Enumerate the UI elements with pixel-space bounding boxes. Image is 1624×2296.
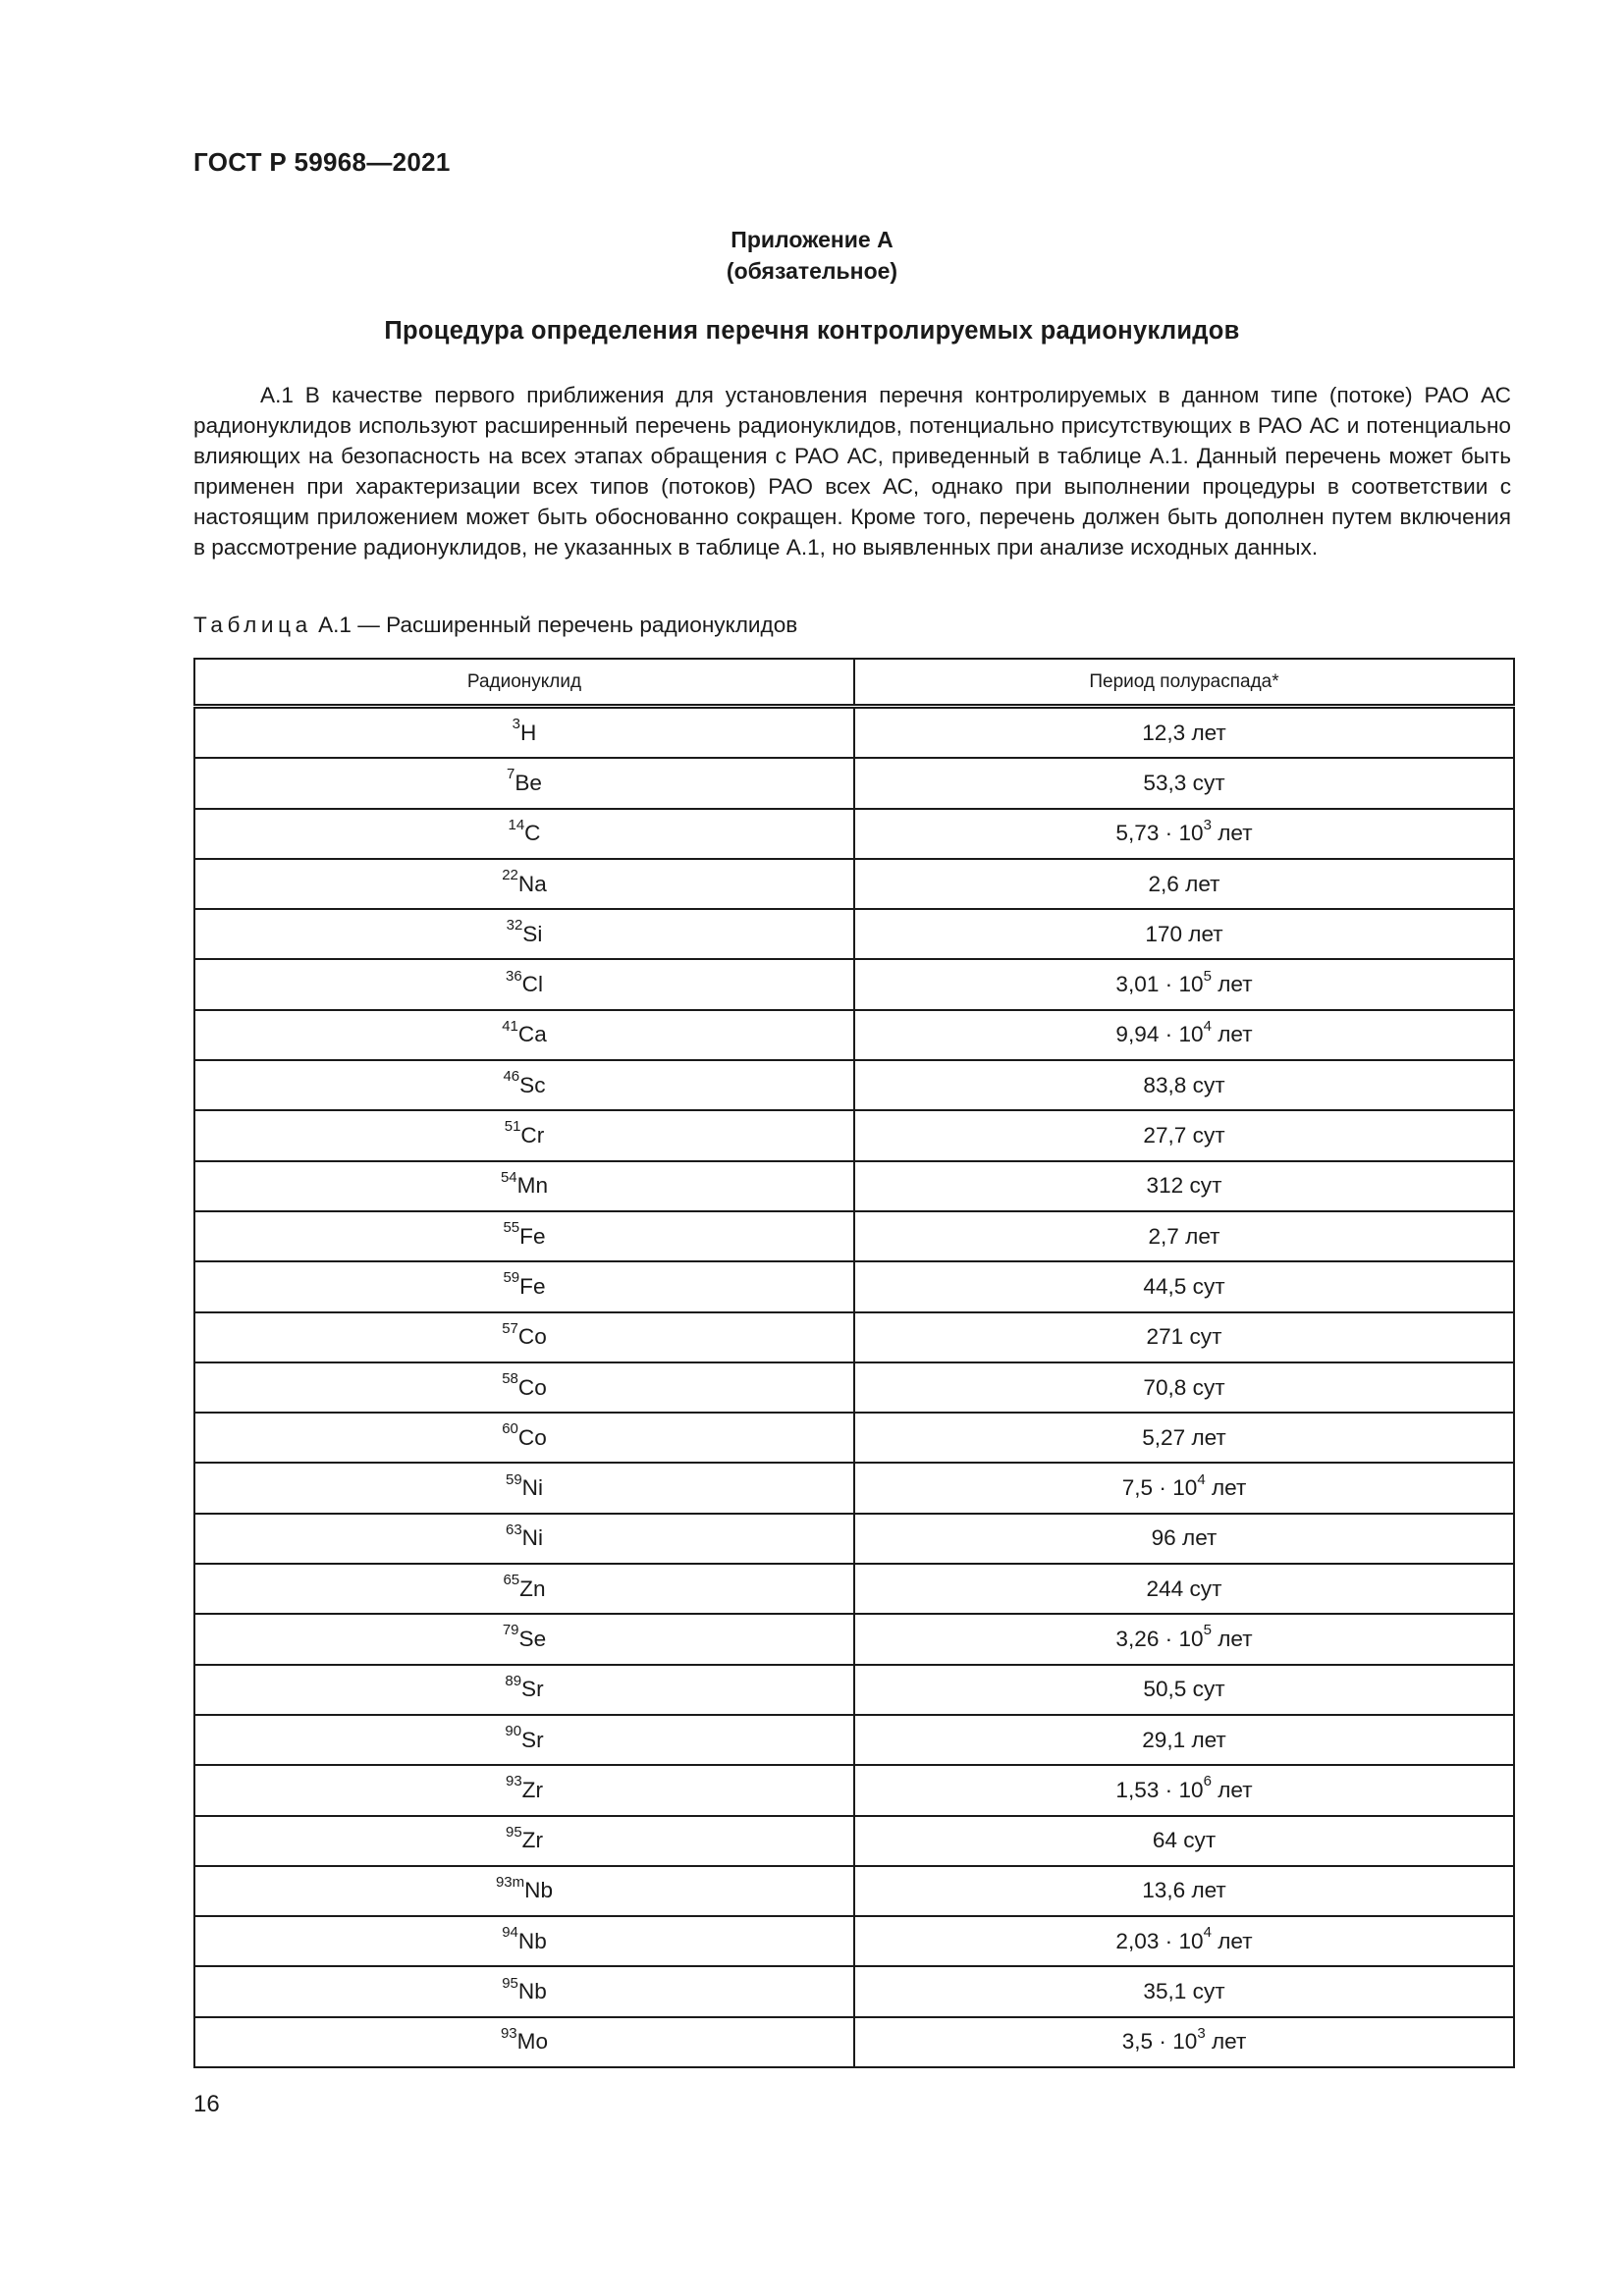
half-life-value: 2,6 лет xyxy=(1148,871,1220,896)
element-symbol: Nb xyxy=(524,1878,554,1903)
half-life-cell xyxy=(854,1966,1514,2016)
nuclide-cell xyxy=(194,1564,854,1614)
half-life-cell xyxy=(854,959,1514,1009)
table-row xyxy=(194,1816,1514,1866)
mass-number: 3 xyxy=(512,716,520,733)
half-life-value: 170 лет xyxy=(1145,921,1223,946)
table-row xyxy=(194,1312,1514,1362)
nuclide-cell xyxy=(194,1614,854,1664)
half-life-value: 12,3 лет xyxy=(1142,720,1226,745)
table-row xyxy=(194,1966,1514,2016)
half-life-cell xyxy=(854,1816,1514,1866)
half-life-exponent: 5 xyxy=(1203,1622,1212,1639)
nuclide-cell xyxy=(194,707,854,759)
table-row xyxy=(194,859,1514,909)
document-code: ГОСТ Р 59968—2021 xyxy=(193,147,451,177)
table-row xyxy=(194,758,1514,808)
half-life-cell xyxy=(854,1715,1514,1765)
element-symbol: Fe xyxy=(519,1223,546,1249)
element-symbol: Mo xyxy=(516,2029,549,2055)
element-symbol: Be xyxy=(514,770,542,795)
table-row xyxy=(194,1110,1514,1160)
nuclide-cell xyxy=(194,809,854,859)
table-row xyxy=(194,1413,1514,1463)
nuclide-cell xyxy=(194,758,854,808)
nuclide-cell xyxy=(194,1916,854,1966)
mass-number: 95 xyxy=(502,1974,518,1992)
half-life-value: 9,94 · 10 xyxy=(1115,1022,1204,1047)
element-symbol: Co xyxy=(517,1424,547,1450)
radionuclide-table xyxy=(193,658,1515,2068)
element-symbol: Si xyxy=(522,921,543,946)
half-life-unit: лет xyxy=(1211,1626,1253,1651)
element-symbol: Mn xyxy=(516,1173,549,1199)
half-life-value: 312 сут xyxy=(1146,1173,1222,1199)
mass-number: 93 xyxy=(505,1773,522,1790)
half-life-cell xyxy=(854,1060,1514,1110)
table-row xyxy=(194,1916,1514,1966)
half-life-cell xyxy=(854,1261,1514,1311)
table-row xyxy=(194,1614,1514,1664)
half-life-cell xyxy=(854,1866,1514,1916)
half-life-cell xyxy=(854,1614,1514,1664)
element-symbol: Zn xyxy=(519,1575,546,1601)
half-life-cell xyxy=(854,1564,1514,1614)
half-life-value: 50,5 сут xyxy=(1143,1677,1225,1702)
table-body xyxy=(194,707,1514,2068)
half-life-cell xyxy=(854,1463,1514,1513)
mass-number: 89 xyxy=(505,1672,522,1689)
table-row xyxy=(194,1010,1514,1060)
table-row xyxy=(194,1514,1514,1564)
element-symbol: Co xyxy=(517,1374,547,1400)
half-life-unit: лет xyxy=(1205,1475,1247,1501)
mass-number: 54 xyxy=(500,1168,517,1186)
mass-number: 59 xyxy=(505,1470,522,1488)
element-symbol: Ca xyxy=(517,1022,547,1047)
half-life-cell xyxy=(854,1211,1514,1261)
half-life-value: 3,5 · 10 xyxy=(1121,2029,1198,2055)
half-life-cell xyxy=(854,809,1514,859)
mass-number: 93m xyxy=(495,1873,525,1891)
mass-number: 7 xyxy=(507,766,515,783)
mass-number: 41 xyxy=(502,1017,518,1035)
nuclide-cell xyxy=(194,1514,854,1564)
half-life-unit: лет xyxy=(1211,821,1253,846)
mass-number: 22 xyxy=(502,867,518,883)
nuclide-cell xyxy=(194,1312,854,1362)
mass-number: 58 xyxy=(502,1369,518,1387)
mass-number: 60 xyxy=(502,1420,518,1438)
half-life-unit: лет xyxy=(1211,972,1253,997)
half-life-cell xyxy=(854,1413,1514,1463)
half-life-cell xyxy=(854,859,1514,909)
table-row xyxy=(194,909,1514,959)
half-life-exponent: 4 xyxy=(1203,1017,1212,1035)
table-row xyxy=(194,707,1514,759)
half-life-value: 83,8 сут xyxy=(1143,1072,1225,1097)
mass-number: 51 xyxy=(504,1118,521,1136)
nuclide-cell xyxy=(194,1715,854,1765)
mass-number: 90 xyxy=(505,1723,522,1740)
nuclide-cell xyxy=(194,1966,854,2016)
table-row xyxy=(194,1564,1514,1614)
mass-number: 94 xyxy=(502,1924,518,1942)
table-row xyxy=(194,2017,1514,2067)
nuclide-cell xyxy=(194,1866,854,1916)
nuclide-cell xyxy=(194,1110,854,1160)
table-row xyxy=(194,1211,1514,1261)
table-row xyxy=(194,1060,1514,1110)
half-life-value: 2,03 · 10 xyxy=(1115,1928,1204,1953)
mass-number: 55 xyxy=(503,1219,520,1237)
half-life-value: 271 сут xyxy=(1146,1324,1222,1350)
table-caption-label: Таблица xyxy=(193,613,312,637)
table-row xyxy=(194,959,1514,1009)
mass-number: 57 xyxy=(502,1319,518,1337)
nuclide-cell xyxy=(194,2017,854,2067)
half-life-exponent: 4 xyxy=(1203,1924,1212,1942)
nuclide-cell xyxy=(194,1211,854,1261)
half-life-cell xyxy=(854,1665,1514,1715)
element-symbol: Sr xyxy=(521,1727,544,1752)
half-life-exponent: 4 xyxy=(1197,1470,1206,1488)
element-symbol: Cr xyxy=(520,1123,545,1148)
table-caption-text: А.1 — Расширенный перечень радионуклидов xyxy=(318,613,798,637)
nuclide-cell xyxy=(194,1060,854,1110)
nuclide-cell xyxy=(194,1010,854,1060)
element-symbol: Zr xyxy=(521,1828,543,1853)
table-row xyxy=(194,1362,1514,1413)
element-symbol: Ni xyxy=(521,1475,544,1501)
nuclide-cell xyxy=(194,1161,854,1211)
half-life-cell xyxy=(854,1161,1514,1211)
element-symbol: Sc xyxy=(519,1072,546,1097)
mass-number: 32 xyxy=(506,917,523,934)
half-life-unit: лет xyxy=(1211,1022,1253,1047)
table-header-row xyxy=(194,659,1514,707)
appendix-status: (обязательное) xyxy=(726,258,898,284)
table-row xyxy=(194,1161,1514,1211)
element-symbol: Se xyxy=(518,1626,547,1651)
half-life-cell xyxy=(854,2017,1514,2067)
mass-number: 36 xyxy=(505,967,522,985)
appendix-heading xyxy=(0,224,1624,287)
element-symbol: Nb xyxy=(517,1979,547,2004)
half-life-exponent: 3 xyxy=(1197,2024,1206,2042)
nuclide-cell xyxy=(194,859,854,909)
intro-paragraph: А.1 В качестве первого приближения для установления перечня контролируемых в данном типе (потоке) РАО АС радионуклидов используют расширенный перечень радионуклидов, потенциально присутствующих в РАО АС и потенциально влияющих на безопасность на всех этапах обращения с РАО АС, приведенный в таблице А.1. Данный перечень может быть применен при характеризации всех типов (потоков) РАО всех АС, однако при выполнении процедуры в соответствии с настоящим приложением может быть обоснованно сокращен. Кроме того, перечень должен быть дополнен путем включения в рассмотрение радионуклидов, не указанных в таблице А.1, но выявленных при анализе исходных данных. xyxy=(193,383,1511,560)
half-life-cell xyxy=(854,1765,1514,1815)
half-life-cell xyxy=(854,758,1514,808)
half-life-unit: лет xyxy=(1211,1928,1253,1953)
nuclide-cell xyxy=(194,1665,854,1715)
element-symbol: Ni xyxy=(521,1525,544,1551)
half-life-value: 244 сут xyxy=(1146,1575,1222,1601)
header-half-life: Период полураспада* xyxy=(854,659,1514,707)
half-life-unit: лет xyxy=(1211,1777,1253,1802)
nuclide-cell xyxy=(194,1765,854,1815)
half-life-value: 5,73 · 10 xyxy=(1115,821,1204,846)
table-row xyxy=(194,1665,1514,1715)
page-number: 16 xyxy=(193,2091,220,2117)
table-row xyxy=(194,1715,1514,1765)
table-row xyxy=(194,1261,1514,1311)
mass-number: 79 xyxy=(502,1622,519,1639)
half-life-value: 44,5 сут xyxy=(1143,1273,1225,1299)
element-symbol: C xyxy=(524,821,541,846)
mass-number: 14 xyxy=(508,816,525,833)
element-symbol: H xyxy=(520,720,537,745)
half-life-cell xyxy=(854,1514,1514,1564)
nuclide-cell xyxy=(194,1816,854,1866)
half-life-exponent: 3 xyxy=(1203,816,1212,833)
mass-number: 65 xyxy=(503,1572,520,1589)
mass-number: 46 xyxy=(503,1068,520,1086)
table-row xyxy=(194,809,1514,859)
half-life-value: 5,27 лет xyxy=(1142,1424,1226,1450)
half-life-value: 3,26 · 10 xyxy=(1115,1626,1204,1651)
table-caption xyxy=(193,613,797,638)
mass-number: 95 xyxy=(505,1823,522,1841)
half-life-cell xyxy=(854,1362,1514,1413)
section-title: Процедура определения перечня контролируемых радионуклидов xyxy=(384,317,1240,345)
table-row xyxy=(194,1463,1514,1513)
element-symbol: Na xyxy=(517,871,547,896)
half-life-value: 64 сут xyxy=(1152,1828,1217,1853)
half-life-value: 2,7 лет xyxy=(1148,1223,1220,1249)
half-life-value: 29,1 лет xyxy=(1142,1727,1226,1752)
header-radionuclide: Радионуклид xyxy=(194,659,854,707)
table-row xyxy=(194,1866,1514,1916)
element-symbol: Co xyxy=(517,1324,547,1350)
half-life-exponent: 6 xyxy=(1203,1773,1212,1790)
half-life-cell xyxy=(854,707,1514,759)
half-life-value: 70,8 сут xyxy=(1143,1374,1225,1400)
appendix-title: Приложение А xyxy=(731,227,893,252)
half-life-exponent: 5 xyxy=(1203,967,1212,985)
nuclide-cell xyxy=(194,1362,854,1413)
half-life-cell xyxy=(854,1110,1514,1160)
half-life-cell xyxy=(854,1312,1514,1362)
half-life-value: 35,1 сут xyxy=(1143,1979,1225,2004)
half-life-value: 13,6 лет xyxy=(1142,1878,1226,1903)
element-symbol: Cl xyxy=(521,972,544,997)
half-life-cell xyxy=(854,1916,1514,1966)
nuclide-cell xyxy=(194,959,854,1009)
mass-number: 93 xyxy=(500,2024,517,2042)
mass-number: 63 xyxy=(505,1521,522,1538)
half-life-value: 53,3 сут xyxy=(1143,770,1225,795)
element-symbol: Zr xyxy=(521,1777,543,1802)
half-life-value: 27,7 сут xyxy=(1143,1123,1225,1148)
table-row xyxy=(194,1765,1514,1815)
nuclide-cell xyxy=(194,1463,854,1513)
half-life-cell xyxy=(854,909,1514,959)
half-life-value: 3,01 · 10 xyxy=(1115,972,1204,997)
element-symbol: Nb xyxy=(517,1928,547,1953)
half-life-value: 1,53 · 10 xyxy=(1115,1777,1204,1802)
nuclide-cell xyxy=(194,909,854,959)
element-symbol: Sr xyxy=(521,1677,544,1702)
mass-number: 59 xyxy=(503,1269,520,1287)
half-life-value: 96 лет xyxy=(1151,1525,1218,1551)
half-life-cell xyxy=(854,1010,1514,1060)
radionuclide-table-container xyxy=(193,658,1513,2068)
nuclide-cell xyxy=(194,1413,854,1463)
half-life-unit: лет xyxy=(1205,2029,1247,2055)
half-life-value: 7,5 · 10 xyxy=(1121,1475,1198,1501)
nuclide-cell xyxy=(194,1261,854,1311)
element-symbol: Fe xyxy=(519,1273,546,1299)
